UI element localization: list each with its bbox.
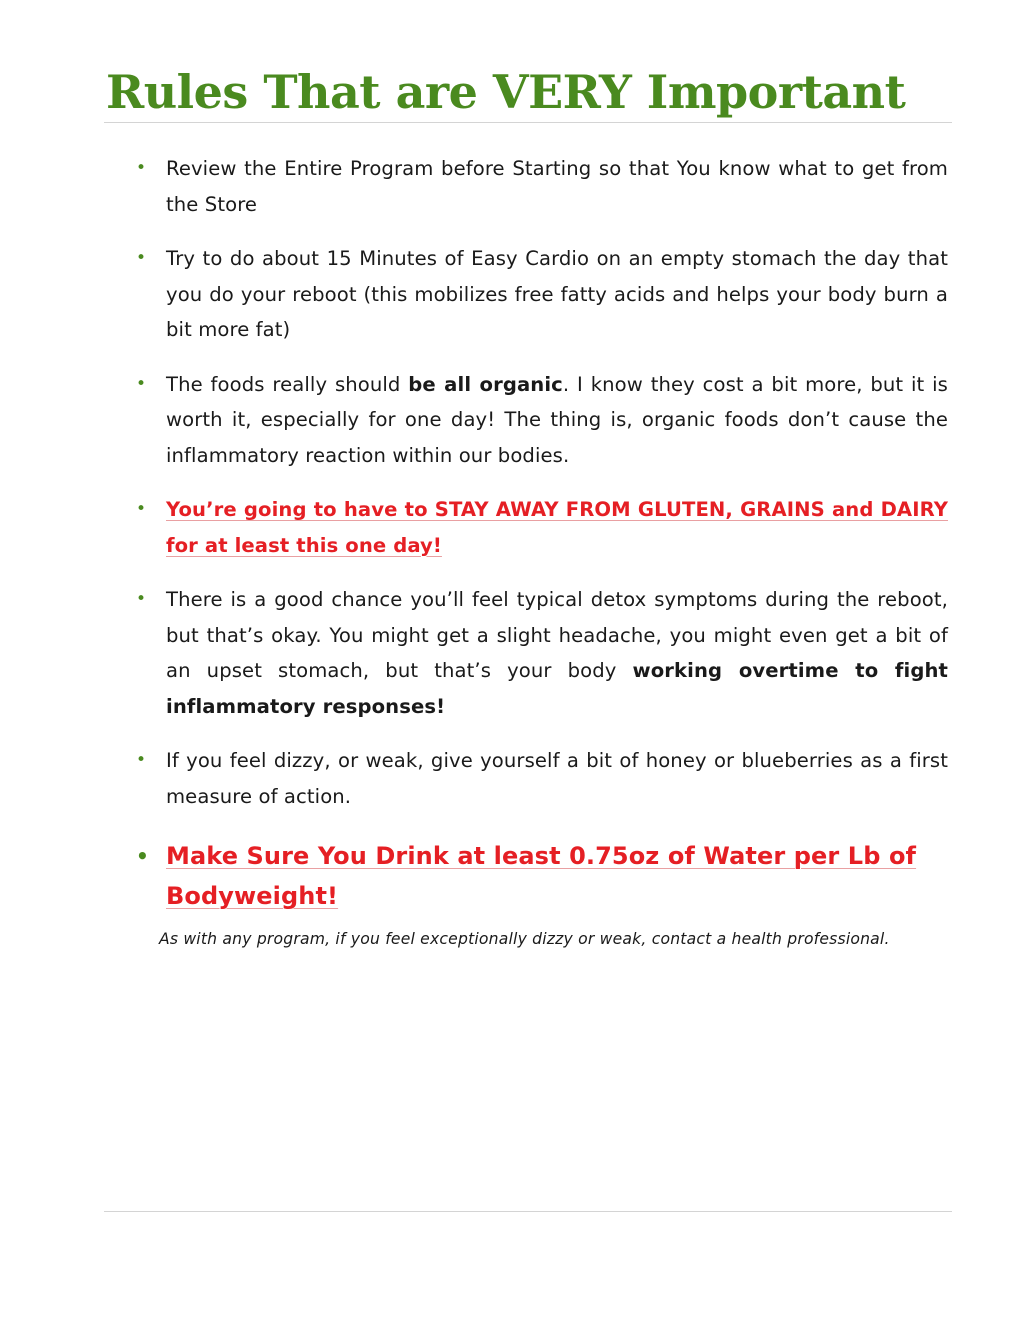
rule-item-review-program (136, 151, 948, 222)
title-divider (104, 122, 952, 123)
rule-item-dizzy-weak (136, 743, 948, 814)
disclaimer-note: As with any program, if you feel exceptionally dizzy or weak, contact a health professional. (159, 930, 890, 948)
rule-text: The foods really should (166, 372, 409, 396)
rule-text: There is a good chance you’ll feel typical detox symptoms during the reboot, but that’s okay. You might get a slight headache, you might even get a bit of an upset stomach, but that’s your body (166, 588, 948, 682)
bullet-icon: • (136, 844, 149, 868)
bullet-icon: • (136, 589, 147, 609)
page-title: Rules That are VERY Important (106, 65, 906, 119)
bullet-icon: • (136, 499, 147, 519)
footer-divider (104, 1211, 952, 1212)
bullet-icon: • (136, 248, 147, 268)
rule-emphasis: be all organic (408, 372, 563, 396)
rule-warning-text: Make Sure You Drink at least 0.75oz of Water per Lb of Bodyweight! (166, 842, 917, 910)
rule-emphasis: working overtime to fight inflammatory responses! (166, 659, 948, 718)
rule-text: Try to do about 15 Minutes of Easy Cardio on an empty stomach the day that you do your reboot (this mobilizes free fatty acids and helps your body burn a bit more fat) (166, 247, 948, 341)
rule-item-detox-symptoms (136, 582, 948, 724)
rule-item-cardio (136, 241, 948, 348)
rules-list (136, 151, 948, 932)
rule-item-drink-water (136, 833, 948, 916)
bullet-icon: • (136, 373, 147, 394)
rule-text: If you feel dizzy, or weak, give yourself a bit of honey or blueberries as a first measure of action. (166, 749, 948, 808)
bullet-icon: • (136, 750, 147, 770)
rule-item-avoid-gluten (136, 492, 948, 563)
bullet-icon: • (136, 158, 147, 178)
rule-text: . I know they cost a bit more, but it is worth it, especially for one day! The thing is, organic foods don’t cause the inflammatory reaction within our bodies. (166, 372, 948, 467)
rule-item-organic (136, 367, 948, 474)
rule-text: Review the Entire Program before Starting so that You know what to get from the Store (166, 157, 948, 216)
rule-warning-text: You’re going to have to STAY AWAY FROM GLUTEN, GRAINS and DAIRY for at least this one day! (166, 498, 948, 557)
